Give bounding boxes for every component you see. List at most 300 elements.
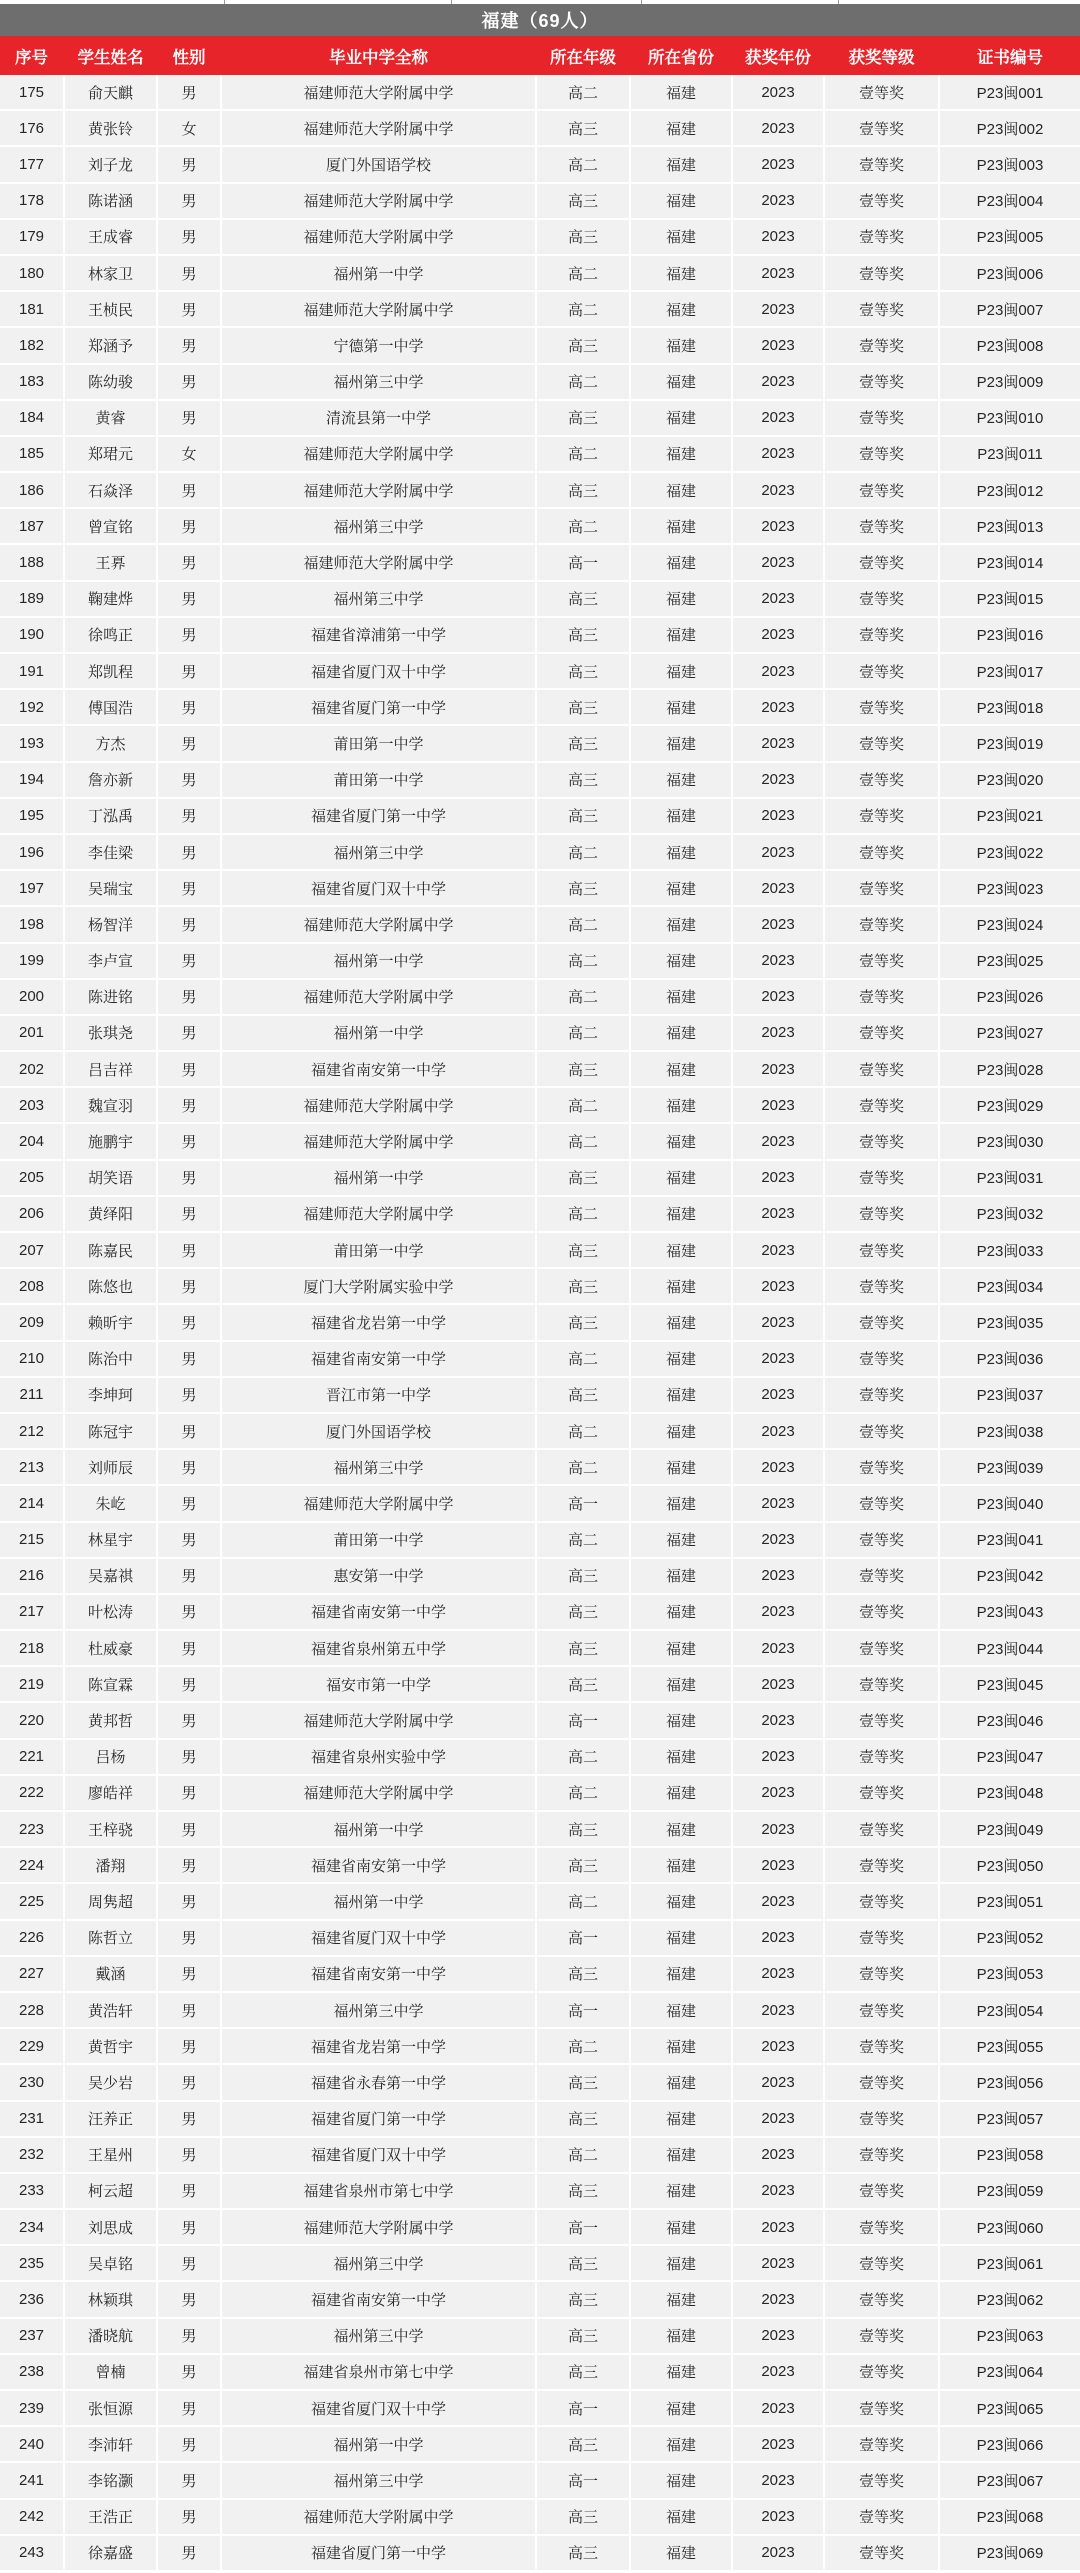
cell-gender: 男: [158, 2319, 220, 2353]
cell-name: 陈诺涵: [65, 184, 156, 218]
cell-level: 壹等奖: [825, 980, 938, 1014]
cell-year: 2023: [733, 1161, 823, 1195]
cell-year: 2023: [733, 1740, 823, 1774]
cell-school: 福建省龙岩第一中学: [222, 1305, 535, 1339]
cell-cert: P23闽027: [940, 1016, 1080, 1050]
table-row: [0, 1052, 1080, 1086]
cell-name: 林颖琪: [65, 2282, 156, 2316]
cell-cert: P23闽026: [940, 980, 1080, 1014]
table-row: [0, 944, 1080, 978]
cell-grade: 高三: [537, 2102, 629, 2136]
cell-serial: 239: [0, 2391, 63, 2425]
cell-grade: 高三: [537, 1667, 629, 1701]
cell-school: 福州第三中学: [222, 582, 535, 616]
cell-gender: 男: [158, 1523, 220, 1557]
cell-level: 壹等奖: [825, 871, 938, 905]
cell-year: 2023: [733, 1776, 823, 1810]
cell-cert: P23闽058: [940, 2138, 1080, 2172]
cell-cert: P23闽051: [940, 1884, 1080, 1918]
cell-grade: 高二: [537, 365, 629, 399]
cell-gender: 男: [158, 509, 220, 543]
cell-year: 2023: [733, 763, 823, 797]
cell-cert: P23闽044: [940, 1631, 1080, 1665]
cell-name: 柯云超: [65, 2174, 156, 2208]
cell-year: 2023: [733, 2282, 823, 2316]
cell-cert: P23闽047: [940, 1740, 1080, 1774]
cell-cert: P23闽014: [940, 545, 1080, 579]
cell-gender: 男: [158, 799, 220, 833]
cell-province: 福建: [631, 2500, 731, 2534]
cell-school: 福建师范大学附属中学: [222, 1088, 535, 1122]
cell-year: 2023: [733, 2355, 823, 2389]
cell-serial: 229: [0, 2029, 63, 2063]
cell-serial: 183: [0, 365, 63, 399]
table-row: [0, 220, 1080, 254]
cell-year: 2023: [733, 1523, 823, 1557]
cell-name: 魏宣羽: [65, 1088, 156, 1122]
cell-gender: 男: [158, 726, 220, 760]
top-strip-divider: [838, 0, 839, 4]
table-row: [0, 690, 1080, 724]
cell-year: 2023: [733, 75, 823, 109]
cell-grade: 高二: [537, 944, 629, 978]
cell-level: 壹等奖: [825, 1269, 938, 1303]
cell-name: 鞠建烨: [65, 582, 156, 616]
cell-level: 壹等奖: [825, 328, 938, 362]
cell-gender: 男: [158, 1486, 220, 1520]
cell-grade: 高三: [537, 1812, 629, 1846]
cell-serial: 175: [0, 75, 63, 109]
cell-province: 福建: [631, 220, 731, 254]
cell-school: 福建省厦门双十中学: [222, 871, 535, 905]
cell-name: 李铭灏: [65, 2463, 156, 2497]
cell-gender: 男: [158, 328, 220, 362]
table-row: [0, 2355, 1080, 2389]
cell-school: 福建师范大学附属中学: [222, 1197, 535, 1231]
cell-gender: 男: [158, 1305, 220, 1339]
cell-level: 壹等奖: [825, 1703, 938, 1737]
cell-school: 福建师范大学附属中学: [222, 1776, 535, 1810]
cell-province: 福建: [631, 2174, 731, 2208]
cell-school: 福州第三中学: [222, 1450, 535, 1484]
cell-grade: 高三: [537, 401, 629, 435]
cell-province: 福建: [631, 2463, 731, 2497]
cell-school: 福建师范大学附属中学: [222, 292, 535, 326]
cell-serial: 223: [0, 1812, 63, 1846]
table-row: [0, 618, 1080, 652]
cell-grade: 高二: [537, 907, 629, 941]
cell-serial: 187: [0, 509, 63, 543]
cell-level: 壹等奖: [825, 1486, 938, 1520]
cell-serial: 225: [0, 1884, 63, 1918]
cell-province: 福建: [631, 1776, 731, 1810]
cell-gender: 男: [158, 401, 220, 435]
cell-name: 陈哲立: [65, 1921, 156, 1955]
cell-serial: 209: [0, 1305, 63, 1339]
cell-province: 福建: [631, 1269, 731, 1303]
cell-cert: P23闽066: [940, 2427, 1080, 2461]
cell-school: 福建师范大学附属中学: [222, 1486, 535, 1520]
cell-year: 2023: [733, 2427, 823, 2461]
cell-gender: 男: [158, 1595, 220, 1629]
cell-name: 郑凯程: [65, 654, 156, 688]
cell-cert: P23闽033: [940, 1233, 1080, 1267]
cell-province: 福建: [631, 509, 731, 543]
cell-grade: 高三: [537, 2174, 629, 2208]
cell-school: 福州第一中学: [222, 1161, 535, 1195]
cell-gender: 男: [158, 2355, 220, 2389]
cell-province: 福建: [631, 1052, 731, 1086]
cell-cert: P23闽061: [940, 2246, 1080, 2280]
cell-cert: P23闽045: [940, 1667, 1080, 1701]
cell-grade: 高三: [537, 1378, 629, 1412]
table-row: [0, 1559, 1080, 1593]
cell-name: 石焱泽: [65, 473, 156, 507]
table-row: [0, 1523, 1080, 1557]
table-row: [0, 1776, 1080, 1810]
cell-level: 壹等奖: [825, 2102, 938, 2136]
cell-grade: 高二: [537, 1414, 629, 1448]
cell-serial: 191: [0, 654, 63, 688]
cell-level: 壹等奖: [825, 509, 938, 543]
cell-year: 2023: [733, 690, 823, 724]
cell-name: 郑涵予: [65, 328, 156, 362]
cell-gender: 男: [158, 1667, 220, 1701]
cell-name: 郑珺元: [65, 437, 156, 471]
cell-gender: 男: [158, 1052, 220, 1086]
cell-province: 福建: [631, 1124, 731, 1158]
cell-serial: 192: [0, 690, 63, 724]
cell-serial: 240: [0, 2427, 63, 2461]
cell-level: 壹等奖: [825, 1197, 938, 1231]
cell-school: 福建师范大学附属中学: [222, 980, 535, 1014]
cell-level: 壹等奖: [825, 1884, 938, 1918]
cell-school: 厦门大学附属实验中学: [222, 1269, 535, 1303]
cell-grade: 高三: [537, 1161, 629, 1195]
cell-gender: 男: [158, 1414, 220, 1448]
cell-gender: 男: [158, 618, 220, 652]
cell-province: 福建: [631, 545, 731, 579]
cell-level: 壹等奖: [825, 763, 938, 797]
cell-grade: 高三: [537, 1595, 629, 1629]
cell-level: 壹等奖: [825, 473, 938, 507]
cell-serial: 216: [0, 1559, 63, 1593]
table-row: [0, 654, 1080, 688]
cell-gender: 男: [158, 1884, 220, 1918]
cell-province: 福建: [631, 1559, 731, 1593]
table-row: [0, 2536, 1080, 2570]
cell-school: 福建师范大学附属中学: [222, 437, 535, 471]
cell-gender: 男: [158, 256, 220, 290]
cell-serial: 185: [0, 437, 63, 471]
table-row: [0, 1667, 1080, 1701]
cell-cert: P23闽038: [940, 1414, 1080, 1448]
cell-cert: P23闽062: [940, 2282, 1080, 2316]
cell-name: 吕吉祥: [65, 1052, 156, 1086]
cell-province: 福建: [631, 1848, 731, 1882]
cell-cert: P23闽023: [940, 871, 1080, 905]
cell-name: 汪养正: [65, 2102, 156, 2136]
cell-year: 2023: [733, 1921, 823, 1955]
cell-serial: 217: [0, 1595, 63, 1629]
cell-gender: 男: [158, 2536, 220, 2570]
cell-gender: 男: [158, 365, 220, 399]
cell-year: 2023: [733, 1848, 823, 1882]
cell-gender: 男: [158, 763, 220, 797]
cell-grade: 高三: [537, 2282, 629, 2316]
cell-province: 福建: [631, 2355, 731, 2389]
column-header-grade: 所在年级: [550, 48, 616, 67]
table-row: [0, 1450, 1080, 1484]
cell-serial: 243: [0, 2536, 63, 2570]
cell-gender: 男: [158, 1161, 220, 1195]
cell-province: 福建: [631, 980, 731, 1014]
cell-level: 壹等奖: [825, 726, 938, 760]
cell-year: 2023: [733, 871, 823, 905]
cell-name: 徐嘉盛: [65, 2536, 156, 2570]
column-header-level: 获奖等级: [848, 48, 915, 67]
cell-gender: 男: [158, 2463, 220, 2497]
cell-year: 2023: [733, 2500, 823, 2534]
table-row: [0, 835, 1080, 869]
cell-school: 福建省泉州第五中学: [222, 1631, 535, 1665]
cell-school: 莆田第一中学: [222, 763, 535, 797]
table-row: [0, 1269, 1080, 1303]
cell-grade: 高一: [537, 1921, 629, 1955]
cell-serial: 222: [0, 1776, 63, 1810]
cell-grade: 高三: [537, 1848, 629, 1882]
cell-grade: 高二: [537, 75, 629, 109]
cell-cert: P23闽054: [940, 1993, 1080, 2027]
cell-serial: 211: [0, 1378, 63, 1412]
cell-level: 壹等奖: [825, 401, 938, 435]
cell-cert: P23闽068: [940, 2500, 1080, 2534]
cell-serial: 186: [0, 473, 63, 507]
cell-grade: 高三: [537, 618, 629, 652]
cell-province: 福建: [631, 582, 731, 616]
cell-gender: 男: [158, 2427, 220, 2461]
table-row: [0, 401, 1080, 435]
cell-year: 2023: [733, 1124, 823, 1158]
cell-province: 福建: [631, 473, 731, 507]
cell-level: 壹等奖: [825, 1305, 938, 1339]
cell-cert: P23闽056: [940, 2065, 1080, 2099]
cell-school: 福建省泉州市第七中学: [222, 2174, 535, 2208]
cell-school: 福建师范大学附属中学: [222, 1124, 535, 1158]
cell-cert: P23闽024: [940, 907, 1080, 941]
cell-school: 清流县第一中学: [222, 401, 535, 435]
cell-name: 徐鸣正: [65, 618, 156, 652]
cell-level: 壹等奖: [825, 2319, 938, 2353]
cell-province: 福建: [631, 75, 731, 109]
cell-gender: 男: [158, 1378, 220, 1412]
cell-province: 福建: [631, 1884, 731, 1918]
cell-province: 福建: [631, 401, 731, 435]
cell-level: 壹等奖: [825, 184, 938, 218]
table-row: [0, 1812, 1080, 1846]
table-row: [0, 1993, 1080, 2027]
cell-grade: 高二: [537, 1776, 629, 1810]
cell-year: 2023: [733, 1703, 823, 1737]
cell-name: 黄睿: [65, 401, 156, 435]
cell-serial: 210: [0, 1342, 63, 1376]
cell-gender: 男: [158, 1342, 220, 1376]
cell-grade: 高二: [537, 1450, 629, 1484]
cell-grade: 高三: [537, 2065, 629, 2099]
cell-gender: 男: [158, 1921, 220, 1955]
cell-grade: 高三: [537, 1269, 629, 1303]
cell-serial: 208: [0, 1269, 63, 1303]
table-row: [0, 147, 1080, 181]
cell-serial: 181: [0, 292, 63, 326]
cell-year: 2023: [733, 1559, 823, 1593]
cell-level: 壹等奖: [825, 1052, 938, 1086]
cell-grade: 高二: [537, 1884, 629, 1918]
cell-province: 福建: [631, 763, 731, 797]
cell-serial: 193: [0, 726, 63, 760]
cell-gender: 男: [158, 944, 220, 978]
cell-year: 2023: [733, 1595, 823, 1629]
cell-grade: 高三: [537, 871, 629, 905]
table-row: [0, 184, 1080, 218]
cell-name: 林星宇: [65, 1523, 156, 1557]
column-header-year: 获奖年份: [745, 48, 811, 67]
cell-cert: P23闽022: [940, 835, 1080, 869]
cell-cert: P23闽012: [940, 473, 1080, 507]
cell-grade: 高二: [537, 1740, 629, 1774]
cell-school: 福建省厦门第一中学: [222, 799, 535, 833]
cell-cert: P23闽065: [940, 2391, 1080, 2425]
cell-school: 厦门外国语学校: [222, 147, 535, 181]
table-row: [0, 256, 1080, 290]
cell-year: 2023: [733, 328, 823, 362]
cell-province: 福建: [631, 1450, 731, 1484]
cell-year: 2023: [733, 1305, 823, 1339]
cell-level: 壹等奖: [825, 292, 938, 326]
cell-name: 俞天麒: [65, 75, 156, 109]
column-header-province: 所在省份: [648, 48, 714, 67]
cell-year: 2023: [733, 111, 823, 145]
cell-province: 福建: [631, 2319, 731, 2353]
cell-grade: 高一: [537, 2210, 629, 2244]
cell-year: 2023: [733, 1269, 823, 1303]
cell-province: 福建: [631, 654, 731, 688]
cell-name: 吴瑞宝: [65, 871, 156, 905]
cell-grade: 高二: [537, 1523, 629, 1557]
cell-gender: 男: [158, 907, 220, 941]
table-row: [0, 2500, 1080, 2534]
cell-cert: P23闽053: [940, 1957, 1080, 1991]
cell-level: 壹等奖: [825, 618, 938, 652]
cell-gender: 男: [158, 1848, 220, 1882]
cell-year: 2023: [733, 437, 823, 471]
cell-grade: 高一: [537, 1993, 629, 2027]
cell-grade: 高三: [537, 111, 629, 145]
cell-gender: 男: [158, 2500, 220, 2534]
table-row: [0, 980, 1080, 1014]
cell-name: 王浩正: [65, 2500, 156, 2534]
cell-name: 丁泓禹: [65, 799, 156, 833]
cell-level: 壹等奖: [825, 2246, 938, 2280]
cell-name: 杨智洋: [65, 907, 156, 941]
cell-cert: P23闽032: [940, 1197, 1080, 1231]
cell-province: 福建: [631, 1342, 731, 1376]
cell-year: 2023: [733, 2029, 823, 2063]
cell-level: 壹等奖: [825, 111, 938, 145]
table-row: [0, 1414, 1080, 1448]
cell-grade: 高二: [537, 1342, 629, 1376]
cell-province: 福建: [631, 2427, 731, 2461]
table-row: [0, 2463, 1080, 2497]
cell-gender: 男: [158, 2065, 220, 2099]
cell-name: 吕杨: [65, 1740, 156, 1774]
cell-province: 福建: [631, 1486, 731, 1520]
cell-level: 壹等奖: [825, 2536, 938, 2570]
cell-name: 李卢宣: [65, 944, 156, 978]
cell-province: 福建: [631, 328, 731, 362]
cell-name: 王梓骁: [65, 1812, 156, 1846]
cell-cert: P23闽052: [940, 1921, 1080, 1955]
cell-level: 壹等奖: [825, 1848, 938, 1882]
cell-cert: P23闽060: [940, 2210, 1080, 2244]
cell-name: 叶松涛: [65, 1595, 156, 1629]
cell-grade: 高三: [537, 1052, 629, 1086]
cell-name: 胡笑语: [65, 1161, 156, 1195]
cell-school: 福州第三中学: [222, 2319, 535, 2353]
cell-name: 陈幼骏: [65, 365, 156, 399]
cell-school: 福建师范大学附属中学: [222, 473, 535, 507]
table-row: [0, 509, 1080, 543]
cell-grade: 高二: [537, 437, 629, 471]
table-row: [0, 328, 1080, 362]
cell-name: 周隽超: [65, 1884, 156, 1918]
cell-school: 福建省漳浦第一中学: [222, 618, 535, 652]
cell-school: 福建师范大学附属中学: [222, 75, 535, 109]
cell-cert: P23闽021: [940, 799, 1080, 833]
cell-level: 壹等奖: [825, 75, 938, 109]
cell-year: 2023: [733, 980, 823, 1014]
cell-serial: 195: [0, 799, 63, 833]
cell-name: 张恒源: [65, 2391, 156, 2425]
cell-province: 福建: [631, 1921, 731, 1955]
cell-gender: 男: [158, 292, 220, 326]
cell-gender: 男: [158, 1088, 220, 1122]
cell-cert: P23闽008: [940, 328, 1080, 362]
cell-serial: 224: [0, 1848, 63, 1882]
cell-gender: 男: [158, 1812, 220, 1846]
cell-grade: 高三: [537, 2536, 629, 2570]
cell-serial: 202: [0, 1052, 63, 1086]
cell-name: 施鹏宇: [65, 1124, 156, 1158]
cell-level: 壹等奖: [825, 2282, 938, 2316]
cell-cert: P23闽041: [940, 1523, 1080, 1557]
table-body: [0, 75, 1080, 2570]
cell-cert: P23闽050: [940, 1848, 1080, 1882]
cell-grade: 高三: [537, 1559, 629, 1593]
cell-gender: 男: [158, 1740, 220, 1774]
cell-grade: 高二: [537, 835, 629, 869]
cell-cert: P23闽002: [940, 111, 1080, 145]
cell-gender: 男: [158, 75, 220, 109]
cell-serial: 218: [0, 1631, 63, 1665]
cell-name: 方杰: [65, 726, 156, 760]
cell-grade: 高二: [537, 2138, 629, 2172]
cell-cert: P23闽036: [940, 1342, 1080, 1376]
cell-gender: 男: [158, 545, 220, 579]
cell-level: 壹等奖: [825, 907, 938, 941]
cell-gender: 女: [158, 437, 220, 471]
table-row: [0, 1486, 1080, 1520]
